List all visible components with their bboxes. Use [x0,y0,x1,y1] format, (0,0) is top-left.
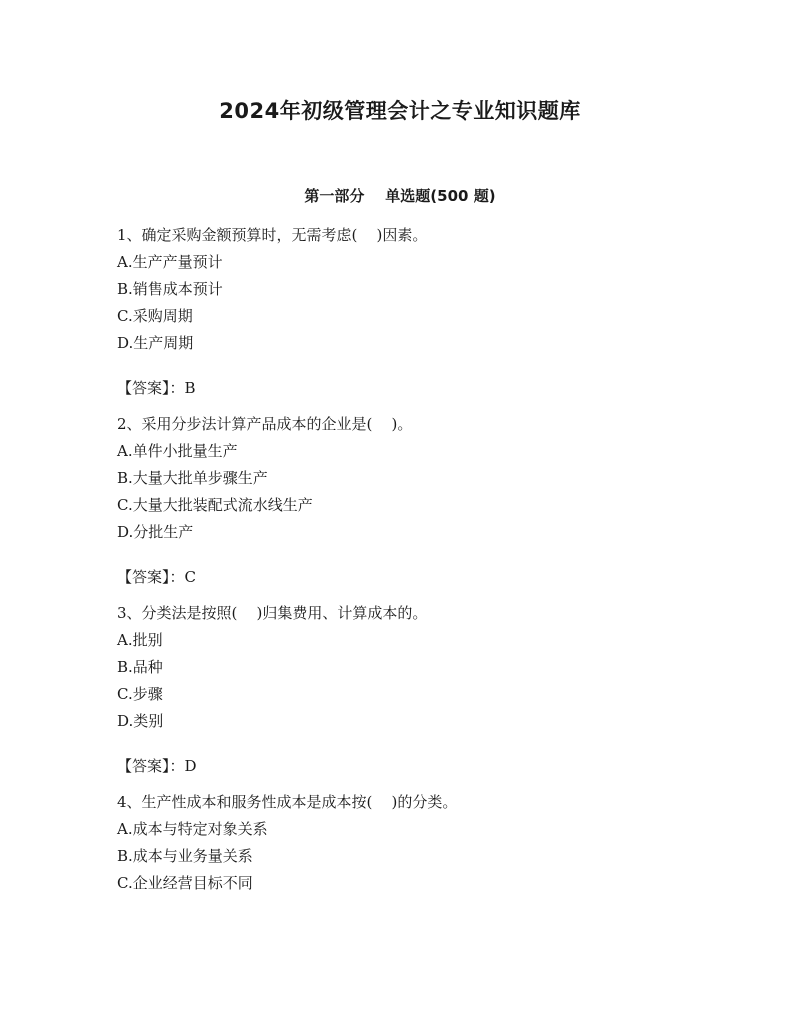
option-b: B.成本与业务量关系 [117,847,253,865]
question-stem: 4、生产性成本和服务性成本是成本按( )的分类。 [117,793,458,811]
option-b: B.品种 [117,658,163,676]
question-4 [117,789,757,897]
option-d: D.类别 [117,712,164,730]
question-2 [117,411,757,591]
option-a: A.批别 [117,631,163,649]
answer-line: 【答案】：D [117,757,197,775]
option-c: C.步骤 [117,685,163,703]
option-a: A.单件小批量生产 [117,442,238,460]
option-c: C.企业经营目标不同 [117,874,253,892]
option-d: D.分批生产 [117,523,194,541]
answer-line: 【答案】：B [117,379,196,397]
question-stem: 2、采用分步法计算产品成本的企业是( )。 [117,415,413,433]
option-c: C.采购周期 [117,307,193,325]
option-d: D.生产周期 [117,334,194,352]
question-stem: 1、确定采购金额预算时，无需考虑( )因素。 [117,226,428,244]
section-title: 第一部分 单选题(500 题) [304,187,496,205]
option-b: B.销售成本预计 [117,280,223,298]
option-a: A.生产产量预计 [117,253,223,271]
question-list [117,222,757,897]
option-a: A.成本与特定对象关系 [117,820,268,838]
document-title: 2024年初级管理会计之专业知识题库 [219,99,581,123]
question-1 [117,222,757,402]
answer-line: 【答案】：C [117,568,196,586]
question-3 [117,600,757,780]
option-b: B.大量大批单步骤生产 [117,469,268,487]
question-stem: 3、分类法是按照( )归集费用、计算成本的。 [117,604,428,622]
option-c: C.大量大批装配式流水线生产 [117,496,313,514]
